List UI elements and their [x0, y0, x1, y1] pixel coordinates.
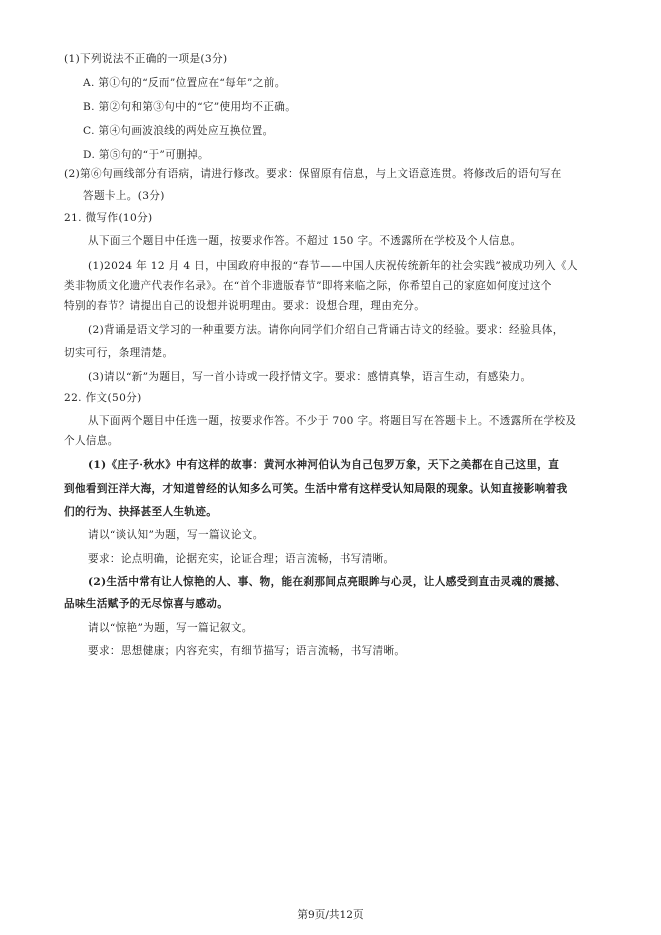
q22-intro-line2: 个人信息。	[64, 435, 119, 447]
q22-item1-line2: 到他看到汪洋大海，才知道曾经的认知多么可笑。生活中常有这样受认知局限的现象。认知直接影响着我	[64, 483, 568, 495]
q22-item1-prompt: 请以“谈认知”为题，写一篇议论文。	[88, 529, 264, 541]
q21-item1-line2: 类非物质文化遗产代表作名录》。在“首个非遗版春节”即将来临之际，你希望自己的家庭如何度过这个	[64, 280, 552, 292]
page-number: 第9页/共12页	[297, 909, 364, 921]
q22-item2-line1: (2)生活中常有让人惊艳的人、事、物，能在刹那间点亮眼眸与心灵，让人感受到直击灵魂的震撼、	[88, 576, 567, 588]
q22-item1-line3: 们的行为、抉择甚至人生轨迹。	[64, 506, 218, 518]
q21-title: 21. 微写作(10分)	[64, 212, 153, 224]
q22-intro-line1: 从下面两个题目中任选一题，按要求作答。不少于 700 字。将题目写在答题卡上。不透露所在学校及	[88, 415, 577, 427]
q20-option-c: C. 第④句画波浪线的两处应互换位置。	[83, 125, 274, 137]
q20-option-d: D. 第⑤句的“于”可删掉。	[83, 149, 209, 161]
q21-item3-line1: (3)请以“新”为题目，写一首小诗或一段抒情文字。要求：感情真挚，语言生动，有感染力。	[88, 371, 532, 383]
q22-item2-requirement: 要求：思想健康；内容充实，有细节描写；语言流畅，书写清晰。	[88, 645, 406, 657]
q20-option-a: A. 第①句的“反而”位置应在“每年”之前。	[83, 77, 286, 89]
q21-item1-line1: (1)2024 年 12 月 4 日，中国政府申报的“春节——中国人庆祝传统新年的社会实践”被成功列入《人	[88, 260, 578, 272]
q22-title: 22. 作文(50分)	[64, 392, 142, 404]
q21-item2-line1: (2)背诵是语文学习的一种重要方法。请你向同学们介绍自己背诵古诗文的经验。要求：经验具体，	[88, 324, 564, 336]
q22-item1-requirement: 要求：论点明确，论据充实，论证合理；语言流畅，书写清晰。	[88, 553, 395, 565]
q20-sub1-stem: (1)下列说法不正确的一项是(3分)	[64, 53, 228, 65]
q20-option-b: B. 第②句和第③句中的“它”使用均不正确。	[83, 101, 297, 113]
q21-intro: 从下面三个题目中任选一题，按要求作答。不超过 150 字。不透露所在学校及个人信息。	[88, 235, 522, 247]
q21-item1-line3: 特别的春节？请提出自己的设想并说明理由。要求：设想合理，理由充分。	[64, 300, 426, 312]
q22-item2-prompt: 请以“惊艳”为题，写一篇记叙文。	[88, 622, 253, 634]
q21-item2-line2: 切实可行，条理清楚。	[64, 347, 174, 359]
q20-sub2-line2: 答题卡上。(3分)	[83, 190, 165, 202]
q22-item2-line2: 品味生活赋予的无尽惊喜与感动。	[64, 598, 229, 610]
q20-sub2-line1: (2)第⑥句画线部分有语病，请进行修改。要求：保留原有信息，与上文语意连贯。将修改后的语句写在	[64, 168, 562, 180]
q22-item1-line1: (1)《庄子·秋水》中有这样的故事：黄河水神河伯认为自己包罗万象，天下之美都在自己这里，直	[88, 459, 560, 471]
